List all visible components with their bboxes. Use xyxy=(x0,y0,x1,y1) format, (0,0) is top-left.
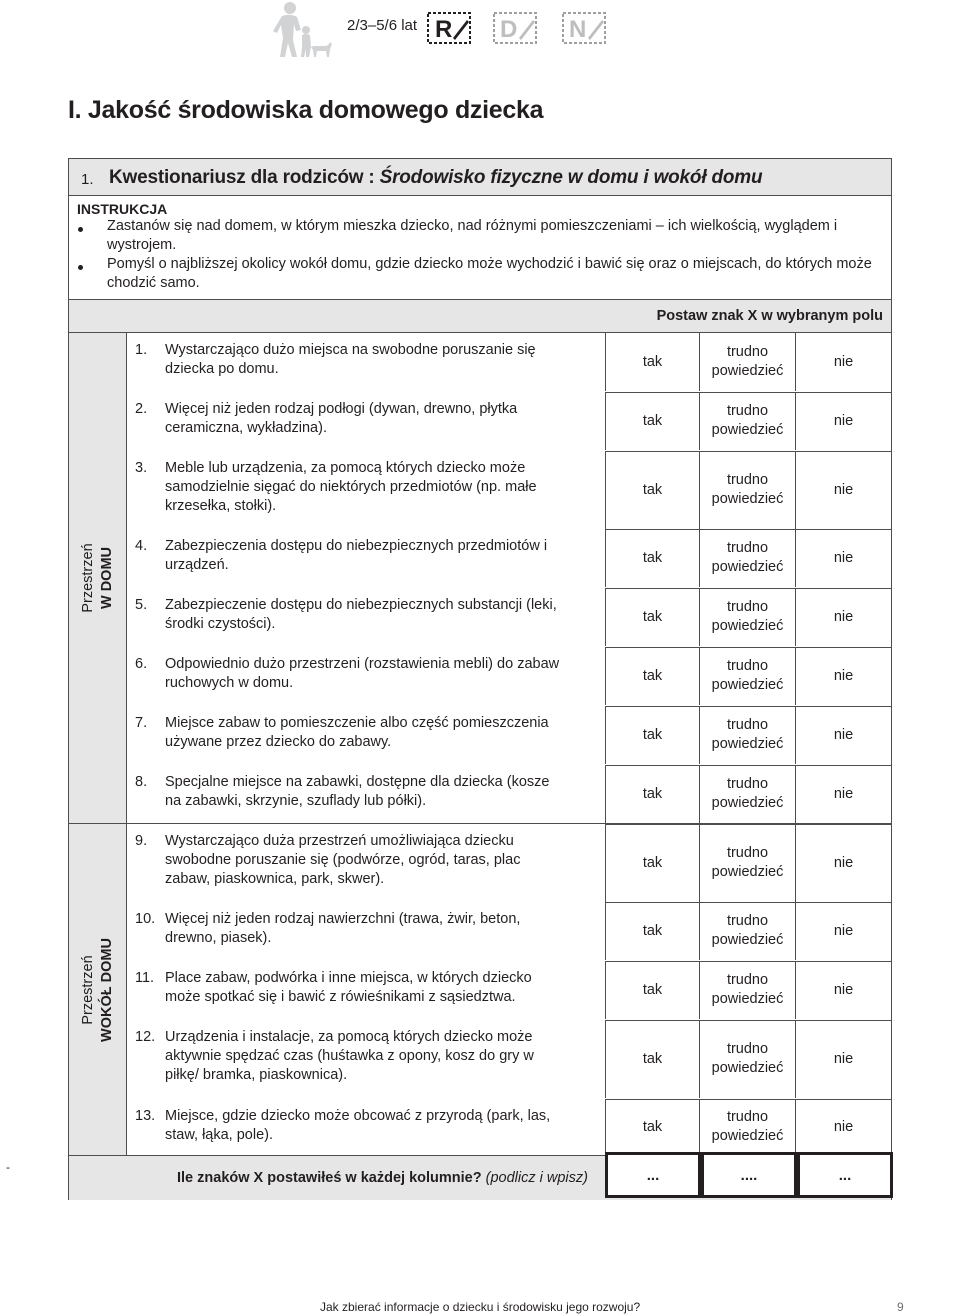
age-range: 2/3–5/6 lat xyxy=(347,17,418,34)
question-text: Zabezpieczenie dostępu do niebezpiecznych substancji (leki, środki czystości). xyxy=(165,597,557,632)
badge-d-label: D xyxy=(500,16,518,43)
answer-cells xyxy=(605,333,891,391)
answer-hard-to-say-cell[interactable]: trudno powiedzieć xyxy=(699,902,795,960)
instruction-label: INSTRUKCJA xyxy=(77,201,168,217)
question-number: 8. xyxy=(135,774,148,790)
question-row xyxy=(127,706,891,764)
summary-count-no[interactable]: ... xyxy=(797,1152,893,1198)
row-divider xyxy=(605,902,891,903)
answer-cells xyxy=(605,451,891,529)
question-number: 4. xyxy=(135,538,148,554)
answer-yes-cell[interactable]: tak xyxy=(605,1099,699,1155)
answer-cells xyxy=(605,765,891,823)
badge-n-icon xyxy=(562,12,606,44)
question-text: Wystarczająco dużo miejsca na swobodne poruszanie się dziecka po domu. xyxy=(165,342,536,377)
row-divider xyxy=(605,392,891,393)
answer-yes-cell[interactable]: tak xyxy=(605,451,699,529)
row-divider xyxy=(605,451,891,452)
questionnaire-title-regular: Kwestionariusz dla rodziców : xyxy=(109,167,380,188)
mark-instruction: Postaw znak X w wybranym polu xyxy=(656,308,883,324)
answer-hard-to-say-cell[interactable]: trudno powiedzieć xyxy=(699,961,795,1019)
badge-r-label: R xyxy=(435,16,453,43)
answer-hard-to-say-cell[interactable]: trudno powiedzieć xyxy=(699,333,795,391)
bullet-icon xyxy=(78,265,83,270)
mark-instruction-bar xyxy=(69,299,891,333)
answer-hard-to-say-cell[interactable]: trudno powiedzieć xyxy=(699,824,795,902)
answer-yes-cell[interactable]: tak xyxy=(605,588,699,646)
answer-no-cell[interactable]: nie xyxy=(795,333,891,391)
question-number: 3. xyxy=(135,460,148,476)
question-text: Więcej niż jeden rodzaj nawierzchni (trawa, żwir, beton, drewno, piasek). xyxy=(165,911,521,946)
question-row xyxy=(127,902,891,960)
question-number: 12. xyxy=(135,1029,156,1045)
question-number: 1. xyxy=(135,342,148,358)
question-row xyxy=(127,1099,891,1155)
question-row xyxy=(127,392,891,450)
answer-yes-cell[interactable]: tak xyxy=(605,706,699,764)
stray-mark: - xyxy=(6,1160,10,1174)
section-indoor xyxy=(69,333,127,823)
answer-cells xyxy=(605,1099,891,1155)
answer-cells xyxy=(605,1020,891,1098)
answer-no-cell[interactable]: nie xyxy=(795,961,891,1019)
answer-yes-cell[interactable]: tak xyxy=(605,647,699,705)
answer-no-cell[interactable]: nie xyxy=(795,1020,891,1098)
summary-question: Ile znaków X postawiłeś w każdej kolumnie? xyxy=(177,1170,482,1186)
question-row xyxy=(127,1020,891,1098)
section-outdoor xyxy=(69,824,127,1155)
answer-hard-to-say-cell[interactable]: trudno powiedzieć xyxy=(699,706,795,764)
instruction-item: Zastanów się nad domem, w którym mieszka dziecko, nad różnymi pomieszczeniami – ich wielkością, wyglądem i wystrojem. xyxy=(107,218,838,253)
page-header xyxy=(0,0,960,60)
section-indoor-line1: Przestrzeń xyxy=(79,543,96,613)
answer-no-cell[interactable]: nie xyxy=(795,1099,891,1155)
section-outdoor-label xyxy=(79,938,117,1042)
row-divider xyxy=(605,529,891,530)
question-number: 11. xyxy=(135,970,155,986)
answer-no-cell[interactable]: nie xyxy=(795,765,891,823)
question-number: 10. xyxy=(135,911,156,927)
answer-hard-to-say-cell[interactable]: trudno powiedzieć xyxy=(699,451,795,529)
question-text: Zabezpieczenia dostępu do niebezpiecznych przedmiotów i urządzeń. xyxy=(165,538,548,573)
answer-cells xyxy=(605,824,891,902)
questionnaire-box xyxy=(68,158,892,1200)
answer-hard-to-say-cell[interactable]: trudno powiedzieć xyxy=(699,1020,795,1098)
answer-yes-cell[interactable]: tak xyxy=(605,529,699,587)
summary-count-yes[interactable]: ... xyxy=(605,1152,701,1198)
answer-yes-cell[interactable]: tak xyxy=(605,902,699,960)
answer-yes-cell[interactable]: tak xyxy=(605,333,699,391)
questionnaire-title-italic: Środowisko fizyczne w domu i wokół domu xyxy=(379,167,763,188)
adult-child-dog-icon xyxy=(270,0,332,58)
row-divider xyxy=(605,824,891,825)
answer-hard-to-say-cell[interactable]: trudno powiedzieć xyxy=(699,1099,795,1155)
questionnaire-number: 1. xyxy=(81,171,94,188)
answer-hard-to-say-cell[interactable]: trudno powiedzieć xyxy=(699,392,795,450)
section-outdoor-line1: Przestrzeń xyxy=(79,954,96,1025)
answer-no-cell[interactable]: nie xyxy=(795,392,891,450)
question-text: Wystarczająco duża przestrzeń umożliwiająca dziecku swobodne poruszanie się (podwórze, ogród, taras, plac zabaw, piaskownica, park, skwer). xyxy=(165,833,521,887)
question-number: 6. xyxy=(135,656,148,672)
answer-no-cell[interactable]: nie xyxy=(795,588,891,646)
bullet-icon xyxy=(78,227,83,232)
badge-n-label: N xyxy=(569,16,587,43)
question-row xyxy=(127,529,891,587)
answer-cells xyxy=(605,588,891,646)
summary-bar xyxy=(69,1155,891,1200)
section-indoor-label xyxy=(79,543,117,612)
answer-yes-cell[interactable]: tak xyxy=(605,392,699,450)
answer-cells xyxy=(605,902,891,960)
badge-d-icon xyxy=(493,12,537,44)
answer-yes-cell[interactable]: tak xyxy=(605,961,699,1019)
answer-hard-to-say-cell[interactable]: trudno powiedzieć xyxy=(699,529,795,587)
summary-label xyxy=(177,1170,588,1186)
question-number: 5. xyxy=(135,597,148,613)
answer-hard-to-say-cell[interactable]: trudno powiedzieć xyxy=(699,765,795,823)
answer-hard-to-say-cell[interactable]: trudno powiedzieć xyxy=(699,647,795,705)
answer-yes-cell[interactable]: tak xyxy=(605,765,699,823)
question-row xyxy=(127,451,891,529)
row-divider xyxy=(605,1099,891,1100)
answer-no-cell[interactable]: nie xyxy=(795,706,891,764)
questionnaire-title-bar xyxy=(69,159,891,196)
answer-cells xyxy=(605,529,891,587)
answer-no-cell[interactable]: nie xyxy=(795,529,891,587)
footer-text: Jak zbierać informacje o dziecku i środowisku jego rozwoju? xyxy=(320,1300,641,1314)
question-number: 13. xyxy=(135,1108,156,1124)
question-row xyxy=(127,588,891,646)
question-row xyxy=(127,333,891,391)
question-text: Miejsce zabaw to pomieszczenie albo część pomieszczenia używane przez dziecko do zabawy. xyxy=(165,715,549,750)
question-text: Odpowiednio dużo przestrzeni (rozstawienia mebli) do zabaw ruchowych w domu. xyxy=(165,656,560,691)
answer-hard-to-say-cell[interactable]: trudno powiedzieć xyxy=(699,588,795,646)
answer-no-cell[interactable]: nie xyxy=(795,451,891,529)
instructions xyxy=(69,197,891,297)
question-row xyxy=(127,765,891,823)
answer-no-cell[interactable]: nie xyxy=(795,824,891,902)
question-text: Meble lub urządzenia, za pomocą których dziecko może samodzielnie sięgać do niektórych przedmiotów (np. małe krzesełka, stołki). xyxy=(165,460,537,514)
answer-cells xyxy=(605,647,891,705)
section-indoor-line2: W DOMU xyxy=(98,547,115,610)
answer-yes-cell[interactable]: tak xyxy=(605,1020,699,1098)
answer-cells xyxy=(605,961,891,1019)
question-text: Miejsce, gdzie dziecko może obcować z przyrodą (park, las, staw, łąka, pole). xyxy=(165,1108,551,1143)
question-text: Więcej niż jeden rodzaj podłogi (dywan, drewno, płytka ceramiczna, wykładzina). xyxy=(165,401,518,436)
question-row xyxy=(127,824,891,902)
answer-no-cell[interactable]: nie xyxy=(795,647,891,705)
badge-r-icon xyxy=(427,12,471,44)
page-title: I. Jakość środowiska domowego dziecka xyxy=(68,96,544,124)
question-number: 2. xyxy=(135,401,148,417)
questionnaire-title xyxy=(109,167,762,189)
row-divider xyxy=(605,647,891,648)
section-outdoor-line2: WOKÓŁ DOMU xyxy=(98,937,115,1042)
question-text: Place zabaw, podwórka i inne miejsca, w których dziecko może spotkać się i bawić z rówieśnikami z sąsiedztwa. xyxy=(165,970,532,1005)
answer-no-cell[interactable]: nie xyxy=(795,902,891,960)
answer-cells xyxy=(605,392,891,450)
question-text: Urządzenia i instalacje, za pomocą których dziecko może aktywnie spędzać czas (huśtawka z opony, kosz do gry w piłkę/ bramka, piaskownica). xyxy=(165,1029,534,1083)
question-row xyxy=(127,961,891,1019)
question-row xyxy=(127,647,891,705)
summary-count-hard[interactable]: .... xyxy=(701,1152,797,1198)
row-divider xyxy=(605,588,891,589)
question-number: 7. xyxy=(135,715,148,731)
answer-yes-cell[interactable]: tak xyxy=(605,824,699,902)
instruction-item: Pomyśl o najbliższej okolicy wokół domu, gdzie dziecko może wychodzić i bawić się oraz o miejscach, do których może chodzić samo. xyxy=(107,256,872,291)
row-divider xyxy=(605,1020,891,1021)
question-text: Specjalne miejsce na zabawki, dostępne dla dziecka (kosze na zabawki, skrzynie, szuflady lub półki). xyxy=(165,774,550,809)
page-number: 9 xyxy=(897,1300,904,1314)
summary-hint: (podlicz i wpisz) xyxy=(485,1170,588,1186)
answer-cells xyxy=(605,706,891,764)
question-number: 9. xyxy=(135,833,148,849)
row-divider xyxy=(605,765,891,766)
row-divider xyxy=(605,706,891,707)
row-divider xyxy=(605,961,891,962)
